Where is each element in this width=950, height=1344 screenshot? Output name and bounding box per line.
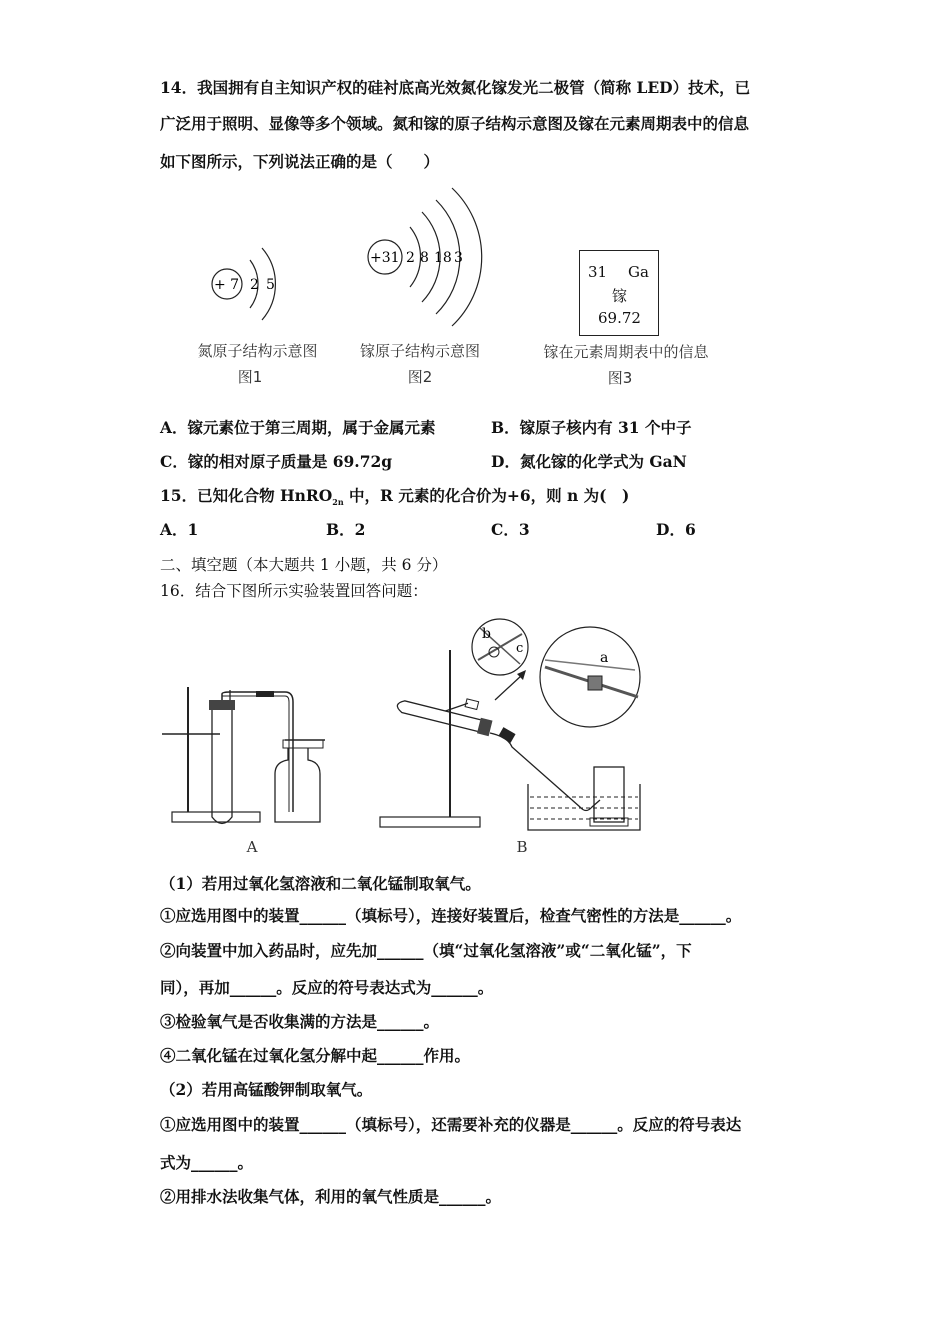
nitrogen-nucleus-label: + 7: [214, 277, 240, 293]
q15-option-b: B．2: [326, 520, 366, 539]
q14-line-3: 如下图所示，下列说法正确的是（ ）: [160, 152, 440, 171]
q14-option-a: A．镓元素位于第三周期，属于金属元素: [160, 418, 436, 437]
q16-part1-item1: ①应选用图中的装置______（填标号），连接好装置后，检查气密性的方法是______。: [160, 906, 742, 925]
q14-option-c: C．镓的相对原子质量是 69.72g: [160, 452, 393, 471]
q16-part2: （2）若用高锰酸钾制取氧气。: [160, 1080, 373, 1099]
q16-part1-item3: ③检验氧气是否收集满的方法是______。: [160, 1012, 440, 1031]
gallium-periodic-cell: [579, 250, 659, 336]
apparatus-a: [162, 687, 325, 824]
label-b: b: [482, 626, 491, 642]
fig3-number: 图3: [607, 369, 633, 387]
label-c: c: [516, 641, 524, 656]
gallium-name: 镓: [612, 287, 628, 305]
q14-line-1: 14．我国拥有自主知识产权的硅衬底高光效氮化镓发光二极管（简称 LED）技术，已: [160, 78, 751, 97]
q14-line-2: 广泛用于照明、显像等多个领域。氮和镓的原子结构示意图及镓在元素周期表中的信息: [160, 114, 750, 133]
apparatus-a-label: A: [246, 838, 258, 856]
gallium-shell-2: 8: [420, 250, 429, 266]
q16-part1-item2b: 同），再加______。反应的符号表达式为______。: [160, 978, 494, 997]
fig3-caption: 镓在元素周期表中的信息: [543, 343, 709, 361]
q16-part2-item1a: ①应选用图中的装置______（填标号），还需要补充的仪器是______。反应的符号表达: [160, 1115, 742, 1134]
fig1-number: 图1: [237, 368, 263, 386]
fig2-number: 图2: [407, 368, 433, 386]
q15-option-c: C．3: [491, 520, 530, 539]
q16-part2-item2: ②用排水法收集气体，利用的氧气性质是______。: [160, 1187, 502, 1206]
nitrogen-atom-diagram: [200, 238, 300, 338]
q16-part2-item1b: 式为______。: [160, 1153, 254, 1172]
nitrogen-shell-2: 5: [266, 277, 275, 293]
nitrogen-shell-1: 2: [250, 277, 259, 293]
gallium-atomic-number: 31: [588, 263, 608, 281]
label-a: a: [600, 650, 609, 666]
q15-option-a: A．1: [160, 520, 199, 539]
gallium-shell-4: 3: [454, 250, 463, 266]
gallium-atomic-mass: 69.72: [598, 309, 641, 327]
q16-stem: 16．结合下图所示实验装置回答问题：: [160, 582, 428, 600]
q14-option-b: B．镓原子核内有 31 个中子: [491, 418, 692, 437]
section-heading: 二、填空题（本大题共 1 小题，共 6 分）: [160, 556, 448, 574]
apparatus-b-label: B: [516, 838, 528, 856]
q16-part1: （1）若用过氧化氢溶液和二氧化锰制取氧气。: [160, 874, 481, 893]
gallium-nucleus-label: +31: [370, 250, 400, 266]
gallium-atom-diagram: [358, 182, 488, 332]
q15-option-d: D．6: [656, 520, 696, 539]
gallium-symbol: Ga: [628, 263, 649, 281]
gallium-shell-3: 18: [434, 250, 452, 266]
q16-part1-item4: ④二氧化锰在过氧化氢分解中起______作用。: [160, 1046, 471, 1065]
gallium-shell-1: 2: [406, 250, 415, 266]
q14-option-d: D．氮化镓的化学式为 GaN: [491, 452, 687, 471]
lab-apparatus-figure: [160, 612, 660, 862]
fig2-caption: 镓原子结构示意图: [359, 342, 480, 360]
q16-part1-item2a: ②向装置中加入药品时，应先加______（填“过氧化氢溶液”或“二氧化锰”，下: [160, 941, 692, 960]
fig1-caption: 氮原子结构示意图: [197, 342, 318, 360]
q15-stem: 15．已知化合物 HnRO$_{2n}$ 中，R 元素的化合价为+6，则 n 为( ): [160, 486, 630, 508]
apparatus-b: [380, 619, 640, 830]
